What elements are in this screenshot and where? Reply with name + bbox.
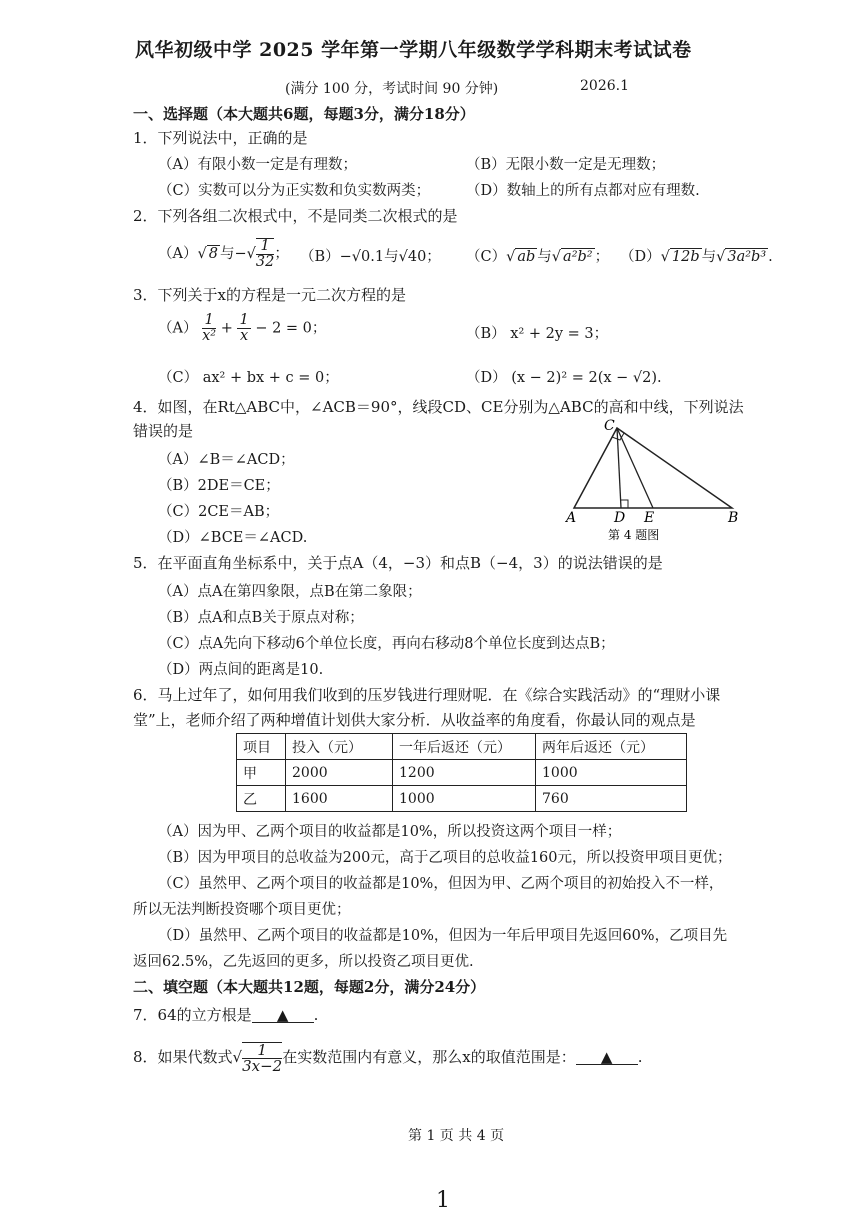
q5-option-a: （A）点A在第四象限，点B在第二象限； (158, 584, 422, 600)
q4-option-d: （D）∠BCE＝∠ACD. (158, 530, 308, 546)
q1-option-d: （D）数轴上的所有点都对应有理数. (466, 183, 700, 199)
q2-a-num: 1 (256, 239, 274, 255)
table-cell: 乙 (237, 786, 286, 812)
q7-answer-blank[interactable]: ▲ (252, 1006, 314, 1023)
q7 (133, 1004, 318, 1025)
q2-a-den: 32 (255, 254, 275, 270)
q6-table (236, 733, 687, 812)
q6-stem-1: 6．马上过年了，如何用我们收到的压岁钱进行理财呢．在《综合实践活动》的“理财小课 (133, 686, 721, 704)
q8-end: . (637, 1048, 643, 1066)
q5-option-b: （B）点A和点B关于原点对称； (158, 610, 364, 626)
table-header-cell: 两年后返还（元） (536, 734, 687, 760)
q7-stem: 7．64的立方根是 (133, 1006, 252, 1024)
q2-option-c: （C）√ ab 与√ a²b² ； (466, 249, 610, 265)
q3-option-d: （D） (x − 2)² = 2(x − √2). (466, 370, 662, 386)
q6-option-d: （D）虽然甲、乙两个项目的收益都是10%，但因为一年后甲项目先返回60%，乙项目先 (158, 928, 728, 944)
q8-num: 1 (242, 1043, 282, 1059)
label-a: A (566, 510, 577, 526)
q1-option-b: （B）无限小数一定是无理数； (466, 157, 666, 173)
q1-option-a: （A）有限小数一定是有理数； (158, 157, 357, 173)
q3-option-a: （A） $\frac{1}{\text{x²}}$ + $\frac{1}{x}$ − 2 = 0； (158, 312, 327, 344)
label-e: E (644, 510, 655, 526)
exam-date: 2026.1 (580, 78, 629, 94)
q8-answer-blank[interactable]: ▲ (576, 1048, 638, 1065)
label-d: D (614, 510, 626, 526)
q2-c-label: （C） (466, 249, 507, 265)
table-cell: 2000 (286, 760, 393, 786)
q6-option-d-cont: 返回62.5%，乙先返回的更多，所以投资乙项目更优. (133, 954, 474, 970)
q2-c-radicand1: ab (517, 249, 536, 265)
exam-subtitle: (满分 100 分，考试时间 90 分钟) (285, 81, 499, 97)
q8-den: 3x−2 (242, 1057, 283, 1075)
q2-a-mid: 与− (219, 246, 247, 262)
table-cell: 1600 (286, 786, 393, 812)
q2-d-radicand1: 12b (671, 249, 700, 265)
q2-d-label: （D） (620, 249, 661, 265)
q3-stem: 3．下列关于x的方程是一元二次方程的是 (133, 286, 407, 304)
table-cell: 甲 (237, 760, 286, 786)
q4-option-b: （B）2DE＝CE； (158, 478, 280, 494)
q6-option-c-cont: 所以无法判断投资哪个项目更优； (133, 902, 351, 918)
right-angle-d (621, 500, 628, 508)
q1-option-c: （C）实数可以分为正实数和负实数两类； (158, 183, 431, 199)
q6-stem-2: 堂”上，老师介绍了两种增值计划供大家分析．从收益率的角度看，你最认同的观点是 (133, 711, 696, 729)
q2-b-expr: −√0.1与√40 (339, 249, 427, 265)
q2-b-label: （B） (300, 249, 340, 265)
page-number: 1 (436, 1188, 450, 1213)
q4-option-a: （A）∠B＝∠ACD； (158, 452, 295, 468)
q2-a-label: （A） (158, 246, 198, 262)
table-cell: 1000 (536, 760, 687, 786)
q2-c-mid: 与 (537, 249, 552, 265)
q2-option-d: （D）√ 12b 与√ 3a²b³ . (620, 249, 773, 265)
table-header-cell: 投入（元） (286, 734, 393, 760)
q3-option-b: （B） x² + 2y = 3； (466, 326, 609, 342)
q3-a-rest: − 2 = 0； (255, 320, 327, 337)
q2-d-end: . (768, 249, 773, 265)
q8-stem-a: 8．如果代数式 (133, 1048, 233, 1066)
q3-option-c: （C） ax² + bx + c = 0； (158, 370, 339, 386)
q2-a-fraction (256, 238, 274, 270)
table-header-cell: 项目 (237, 734, 286, 760)
table-cell: 1000 (393, 786, 536, 812)
table-cell: 760 (536, 786, 687, 812)
q2-c-end: ； (594, 249, 610, 265)
q2-a-radicand: 8 (208, 246, 218, 262)
q5-option-c: （C）点A先向下移动6个单位长度，再向右移动8个单位长度到达点B； (158, 636, 615, 652)
q5-stem: 5．在平面直角坐标系中，关于点A（4，−3）和点B（−4，3）的说法错误的是 (133, 554, 663, 572)
q4-option-c: （C）2CE＝AB； (158, 504, 280, 520)
table-row (237, 760, 687, 786)
exam-title: 风华初级中学 2025 学年第一学期八年级数学学科期末考试试卷 (135, 39, 692, 61)
q2-a-end: ； (274, 246, 289, 262)
q1-stem: 1．下列说法中，正确的是 (133, 129, 308, 147)
q3-a-frac2: $\frac{1}{x}$ (239, 312, 249, 344)
section1-heading: 一、选择题（本大题共6题，每题3分，满分18分） (133, 105, 475, 123)
q4-stem-2: 错误的是 (133, 422, 194, 440)
table-cell: 1200 (393, 760, 536, 786)
q2-option-b (300, 245, 441, 266)
q7-end: . (313, 1006, 319, 1024)
q4-stem: 4．如图，在Rt△ABC中，∠ACB＝90°，线段CD、CE分别为△ABC的高和中线，下列说法 (133, 398, 744, 416)
q8: 8．如果代数式√ $\frac{1}{3x-2}$ 在实数范围内有意义，那么x的取值范围是： ▲ . (133, 1041, 643, 1075)
table-row (237, 786, 687, 812)
triangle-abc (574, 428, 732, 508)
q6-option-c: （C）虽然甲、乙两个项目的收益都是10%，但因为甲、乙两个项目的初始投入不一样， (158, 876, 724, 892)
q2-c-radicand2: a²b² (563, 249, 593, 265)
q6-option-b: （B）因为甲项目的总收益为200元，高于乙项目的总收益160元，所以投资甲项目更优； (158, 850, 732, 866)
q3-a-frac1: $\frac{1}{\text{x²}}$ (202, 312, 217, 344)
table-header-row (237, 734, 687, 760)
label-c: C (604, 418, 615, 434)
table-header-cell: 一年后返还（元） (393, 734, 536, 760)
q6-option-a: （A）因为甲、乙两个项目的收益都是10%，所以投资这两个项目一样； (158, 824, 622, 840)
label-b: B (728, 510, 739, 526)
q2-b-end: ； (426, 249, 441, 265)
q3-a-label: （A） (158, 320, 198, 337)
page-footer: 第 1 页 共 4 页 (408, 1128, 505, 1144)
q2-option-a: （A）√ 8 与−√ $\frac{1}{32}$ ； (158, 238, 289, 270)
q8-stem-b: 在实数范围内有意义，那么x的取值范围是： (282, 1048, 576, 1066)
fig-caption: 第 4 题图 (608, 528, 660, 542)
section2-heading: 二、填空题（本大题共12题，每题2分，满分24分） (133, 978, 486, 996)
q4-triangle-figure (560, 418, 760, 546)
q2-stem: 2．下列各组二次根式中，不是同类二次根式的是 (133, 207, 458, 225)
q2-d-mid: 与 (701, 249, 717, 265)
q5-option-d: （D）两点间的距离是10. (158, 662, 324, 678)
q2-d-radicand2: 3a²b³ (727, 249, 767, 265)
q8-fraction (242, 1042, 282, 1074)
